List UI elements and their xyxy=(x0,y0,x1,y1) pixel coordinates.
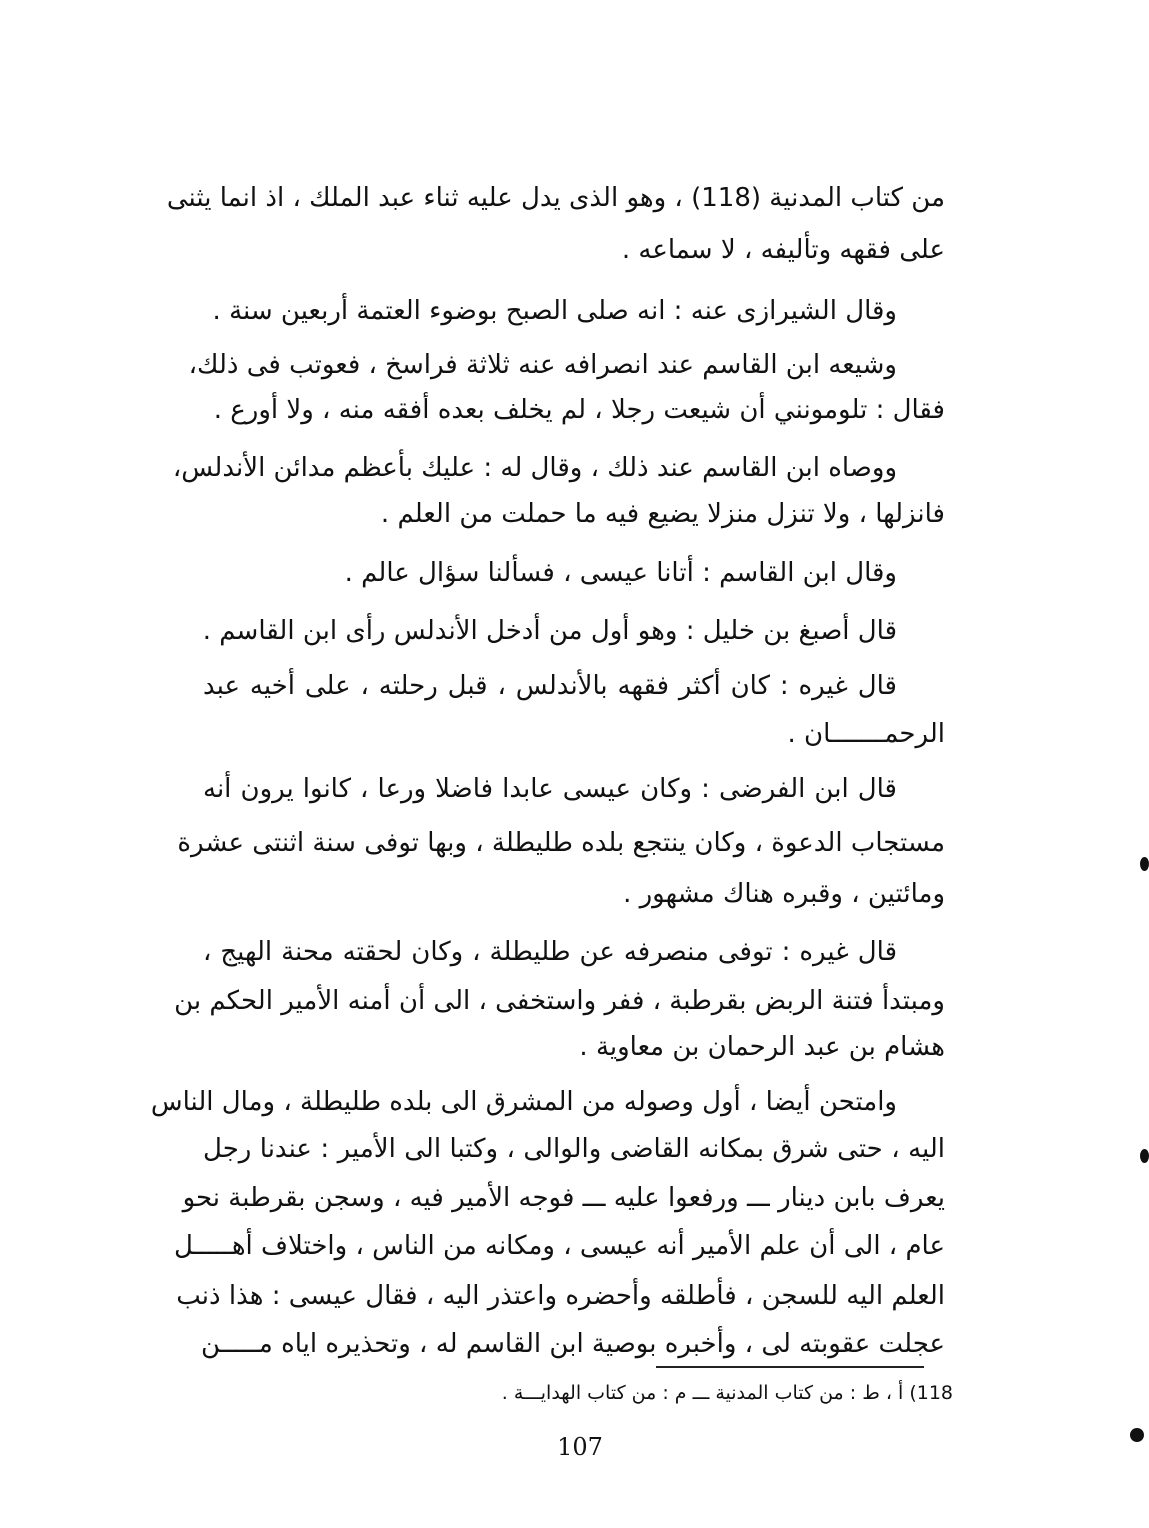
text-line: وشيعه ابن القاسم عند انصرافه عنه ثلاثة فراسخ ، فعوتب فى ذلك، xyxy=(188,350,897,380)
text-line: وقال الشيرازى عنه : انه صلى الصبح بوضوء العتمة أربعين سنة . xyxy=(212,296,897,326)
text-line: اليه ، حتى شرق بمكانه القاضى والوالى ، وكتبا الى الأمير : عندنا رجل xyxy=(203,1134,945,1164)
text-line: فقال : تلومونني أن شيعت رجلا ، لم يخلف بعده أفقه منه ، ولا أورع . xyxy=(213,395,945,425)
text-line: يعرف بابن دينار ـــ ورفعوا عليه ـــ فوجه الأمير فيه ، وسجن بقرطبة نحو xyxy=(182,1183,945,1213)
text-line: فانزلها ، ولا تنزل منزلا يضيع فيه ما حملت من العلم . xyxy=(380,499,945,529)
page-number: 107 xyxy=(557,1433,603,1461)
text-line: قال غيره : كان أكثر فقهه بالأندلس ، قبل رحلته ، على أخيه عبد xyxy=(203,671,897,701)
text-line: وقال ابن القاسم : أتانا عيسى ، فسألنا سؤال عالم . xyxy=(344,558,897,588)
text-line: قال أصبغ بن خليل : وهو أول من أدخل الأندلس رأى ابن القاسم . xyxy=(202,616,897,646)
text-line: قال غيره : توفى منصرفه عن طليطلة ، وكان لحقته محنة الهيج ، xyxy=(203,937,897,967)
text-line: العلم اليه للسجن ، فأطلقه وأحضره واعتذر اليه ، فقال عيسى : هذا ذنب xyxy=(176,1281,945,1311)
text-line: ومائتين ، وقبره هناك مشهور . xyxy=(623,879,945,909)
scan-mark xyxy=(1130,1428,1144,1442)
text-line: ووصاه ابن القاسم عند ذلك ، وقال له : عليك بأعظم مدائن الأندلس، xyxy=(172,453,897,483)
text-line: مستجاب الدعوة ، وكان ينتجع بلده طليطلة ، وبها توفى سنة اثنتى عشرة xyxy=(177,828,945,858)
text-line: وامتحن أيضا ، أول وصوله من المشرق الى بلده طليطلة ، ومال الناس xyxy=(150,1087,897,1117)
text-line: من كتاب المدنية (118) ، وهو الذى يدل عليه ثناء عبد الملك ، اذ انما يثنى xyxy=(166,183,945,213)
text-line: على فقهه وتأليفه ، لا سماعه . xyxy=(621,235,945,265)
scan-mark xyxy=(1140,857,1149,871)
scan-mark xyxy=(1140,1149,1149,1163)
footnote: 118) أ ، ط : من كتاب المدنية ـــ م : من كتاب الهدايـــة . xyxy=(501,1382,953,1404)
text-line: الرحمـــــــان . xyxy=(787,719,945,749)
text-line: عام ، الى أن علم الأمير أنه عيسى ، ومكانه من الناس ، واختلاف أهـــــل xyxy=(174,1231,945,1261)
text-line: ومبتدأ فتنة الربض بقرطبة ، ففر واستخفى ، الى أن أمنه الأمير الحكم بن xyxy=(174,986,945,1016)
text-line: هشام بن عبد الرحمان بن معاوية . xyxy=(579,1032,945,1062)
text-line: قال ابن الفرضى : وكان عيسى عابدا فاضلا ورعا ، كانوا يرون أنه xyxy=(203,774,897,804)
footnote-rule xyxy=(656,1366,924,1368)
text-line: عجلت عقوبته لى ، وأخبره بوصية ابن القاسم له ، وتحذيره اياه مـــــن xyxy=(201,1329,945,1359)
